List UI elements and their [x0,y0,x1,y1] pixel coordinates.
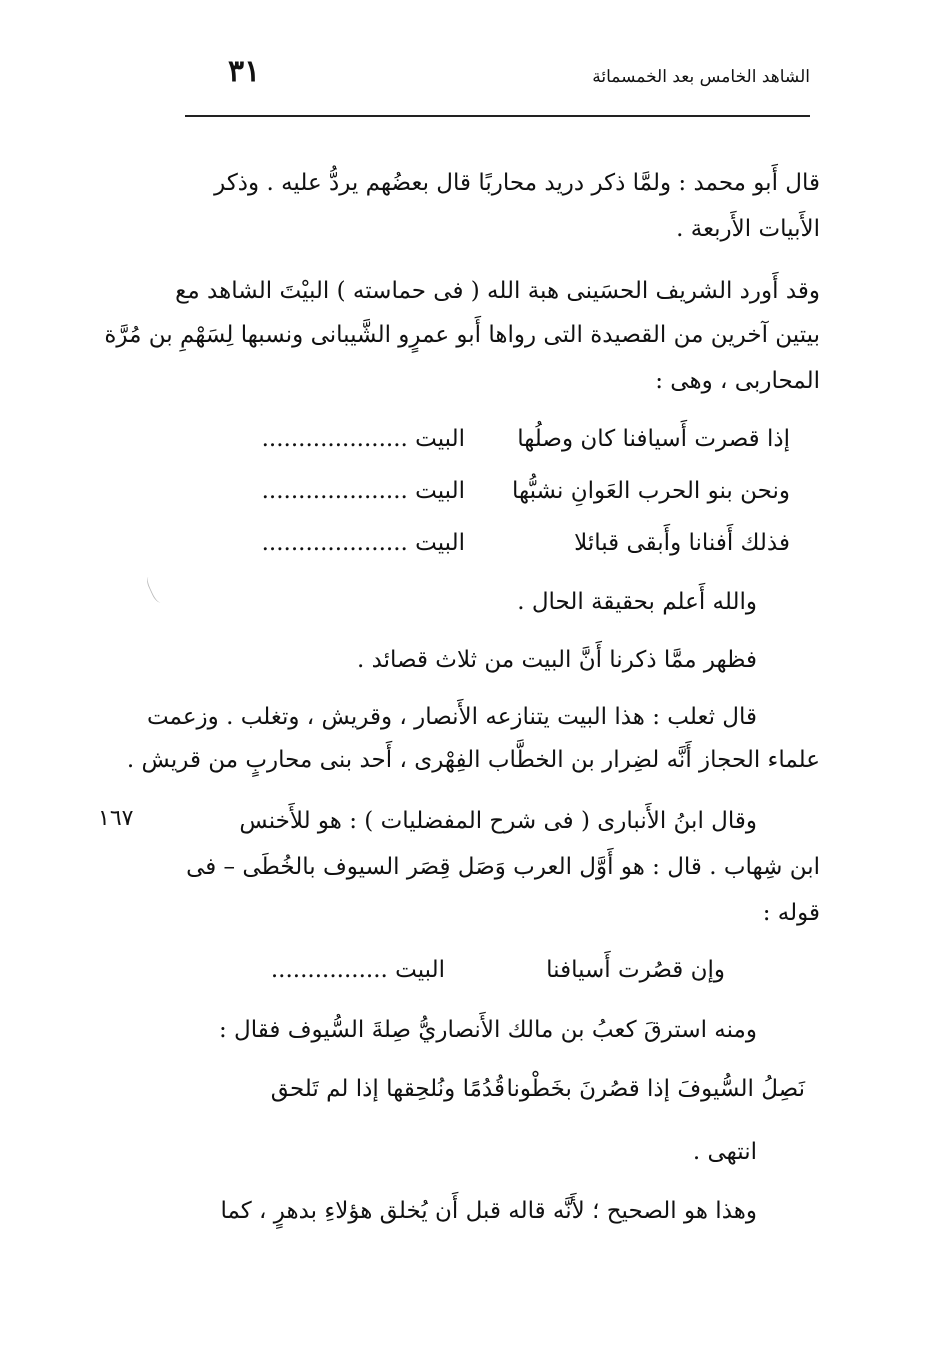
verse-second-hemistich: البيت .................... [261,478,465,504]
text-line: انتهى . [692,1139,757,1165]
page-number: ٣١ [228,54,261,89]
verse-second-hemistich: البيت .................... [261,530,465,556]
verse-second-hemistich: قُدُمًا ونُلحِقها إذا لم تَلحق [270,1076,505,1102]
text-line: بيتين آخرين من القصيدة التى رواها أَبو عمرٍو الشَّيبانى ونسبها لِسَهْمِ بن مُرَّة [104,322,820,348]
verse-second-hemistich: البيت .................... [261,426,465,452]
verse-first-hemistich: فذلك أَفنانا وأَبقى قبائلا [574,530,790,556]
text-line: ابن شِهاب . قال : هو أَوَّل العرب وَصَل قِصَر السيوف بالخُطَى – فى [186,854,820,880]
text-line: قوله : [762,900,820,926]
text-line: علماء الحجاز أَنَّه لضِرار بن الخطَّاب الفِهْرى ، أَحد بنى محاربٍ من قريش . [126,747,820,773]
text-line: قال أَبو محمد : ولمَّا ذكر دريد محاربًا قال بعضُهم يردُّ عليه . وذكر [214,170,820,196]
verse-first-hemistich: وإن قصُرت أَسيافنا [546,957,725,983]
text-line: المحاربى ، وهى : [655,368,820,394]
verse-second-hemistich: البيت ................ [270,957,445,983]
header-rule [185,115,810,117]
text-line: وقد أَورد الشريف الحسَينى هبة الله ( فى حماسته ) البيْتَ الشاهد مع [175,278,820,304]
verse-first-hemistich: ونحن بنو الحرب العَوانِ نشبُّها [511,478,790,504]
scan-mark [145,574,167,604]
text-line: ومنه استرقَ كعبُ بن مالك الأَنصاريُّ صِلةَ السُّيوف فقال : [218,1017,757,1043]
text-line: الأَبيات الأَربعة . [676,216,820,242]
text-line: وهذا هو الصحيح ؛ لأَنَّه قاله قبل أَن يُخلق هؤلاءِ بدهرٍ ، كما [220,1198,757,1224]
text-line: قال ثعلب : هذا البيت يتنازعه الأَنصار ، وقريش ، وتغلب . وزعمت [146,704,757,730]
text-line: والله أَعلم بحقيقة الحال . [517,589,757,615]
verse-first-hemistich: نَصِلُ السُّيوفَ إذا قصُرنَ بخَطْونا [506,1076,805,1102]
text-line: وقال ابنُ الأَنبارى ( فى شرح المفضليات ) : هو للأَخنس [239,808,757,834]
text-line: فظهر ممَّا ذكرنا أَنَّ البيت من ثلاث قصائد . [356,647,757,673]
margin-note-number: ١٦٧ [98,806,134,831]
running-header: الشاهد الخامس بعد الخمسمائة [592,67,810,87]
verse-first-hemistich: إذا قصرت أَسيافنا كان وصلُها [517,426,790,452]
